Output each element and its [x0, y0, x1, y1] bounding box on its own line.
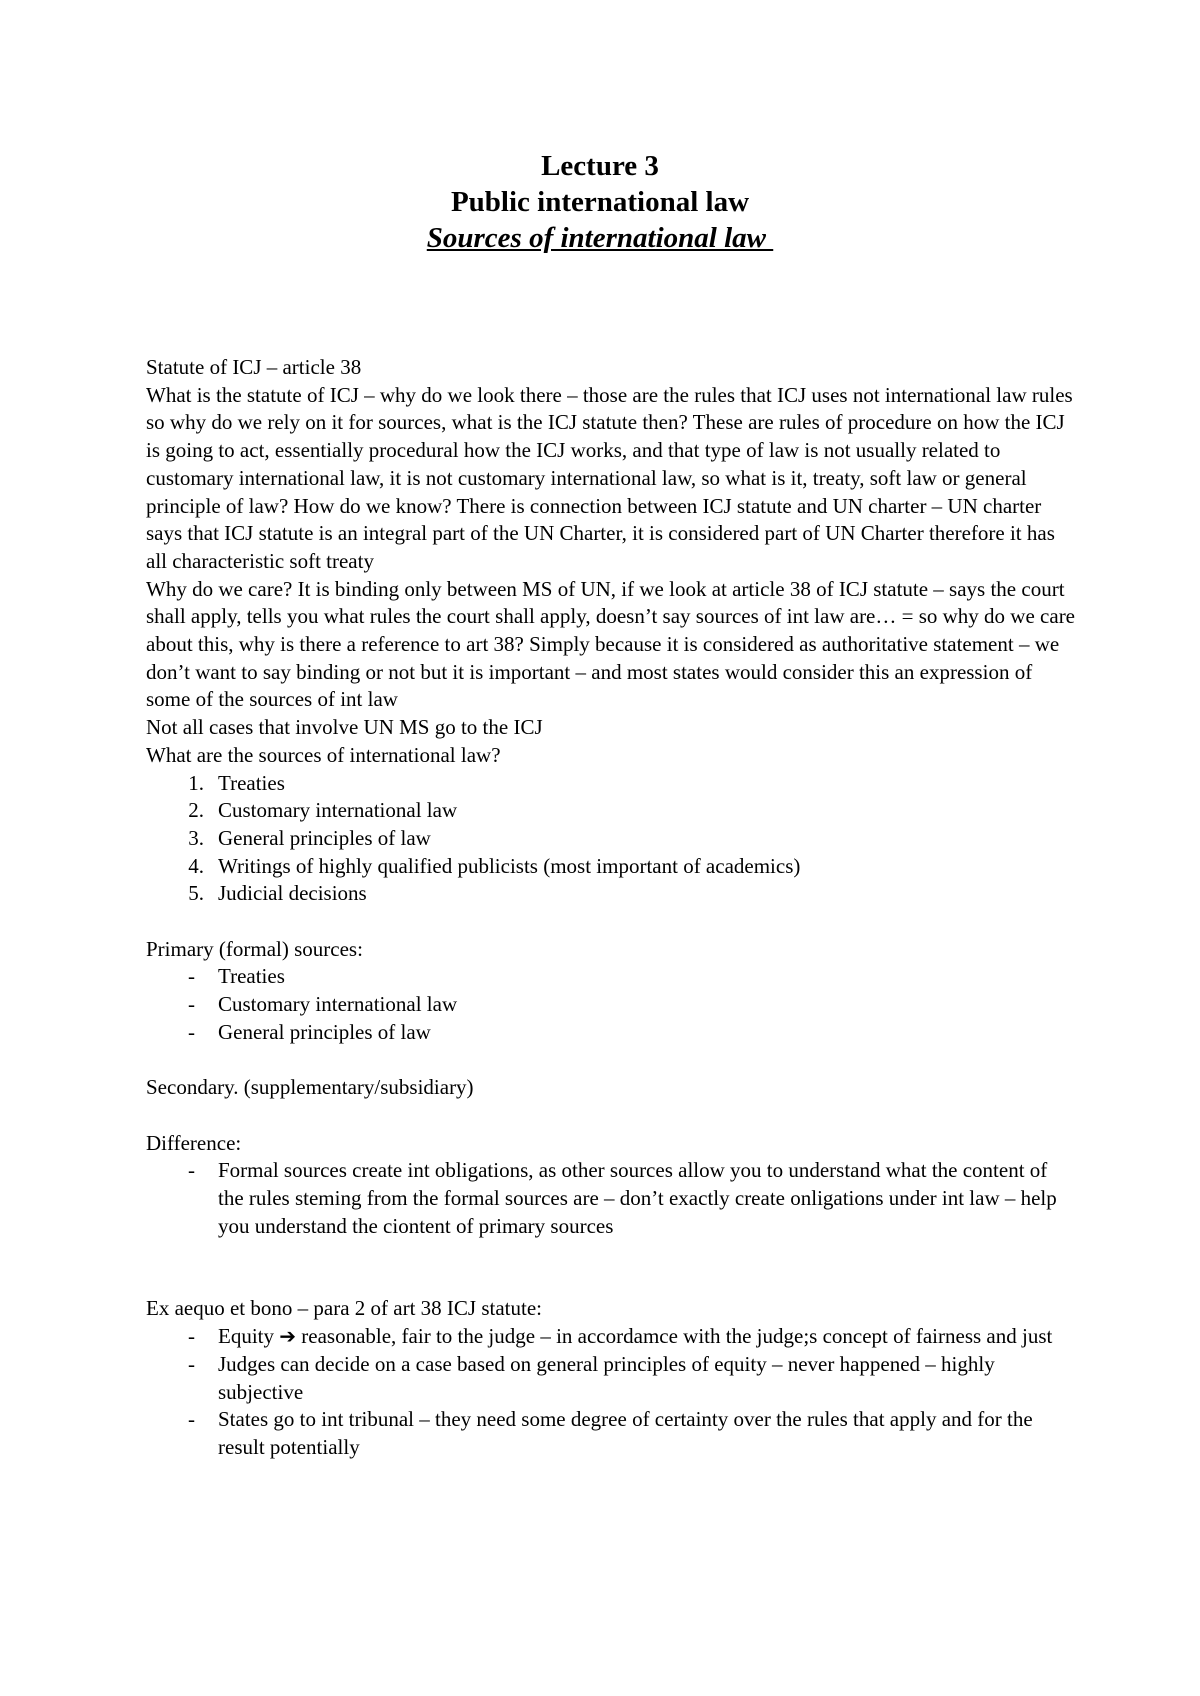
ex-aequo-list: [146, 1323, 1076, 1462]
paragraph-statute: What is the statute of ICJ – why do we look there – those are the rules that ICJ uses not international law rules so why do we rely on it for sources, what is the ICJ statute then? These are rules of procedure on how the ICJ is going to act, essentially procedural how the ICJ works, and that type of law is not usually related to customary international law, it is not customary international law, so what is it, treaty, soft law or general principle of law? How do we know? There is connection between ICJ statute and UN charter – UN charter says that ICJ statute is an integral part of the UN Charter, it is considered part of UN Charter therefore it has all characteristic soft treaty: [146, 382, 1073, 573]
course-title: Public international law: [450, 186, 750, 218]
list-item-text: Judicial decisions: [218, 881, 367, 906]
list-number: 2.: [188, 798, 204, 823]
blank-line: [146, 1047, 1076, 1075]
dash-bullet: -: [188, 992, 195, 1017]
list-item-text: Judges can decide on a case based on general principles of equity – never happened – highly subjective: [218, 1351, 995, 1404]
primary-sources-list: [146, 963, 1076, 1046]
blank-line: [146, 908, 1076, 936]
right-arrow-icon: ➔: [279, 1324, 297, 1349]
blank-line: [146, 1102, 1076, 1130]
list-item-text: Customary international law: [218, 992, 458, 1017]
list-item-text: General principles of law: [218, 825, 431, 850]
dash-bullet: -: [188, 964, 195, 989]
lecture-number: Lecture 3: [541, 150, 659, 182]
section-heading-difference: Difference:: [146, 1130, 242, 1155]
dash-bullet: -: [188, 1019, 195, 1044]
list-item-text: General principles of law: [218, 1019, 431, 1044]
sources-list: [146, 770, 1076, 909]
blank-line: [146, 1240, 1076, 1295]
paragraph-sources-question: What are the sources of international law?: [146, 742, 501, 767]
list-item: [146, 797, 1076, 825]
dash-bullet: -: [188, 1158, 195, 1183]
list-item-text: Treaties: [218, 770, 285, 795]
section-heading-secondary: Secondary. (supplementary/subsidiary): [146, 1075, 474, 1100]
dash-bullet: -: [188, 1324, 195, 1349]
document-body: [146, 354, 1076, 1462]
topic-title: Sources of international law: [426, 222, 774, 254]
list-item-text: Formal sources create int obligations, as other sources allow you to understand what the content of the rules steming from the formal sources are – don’t exactly create onligations under int law – help you understand the ciontent of primary sources: [218, 1158, 1057, 1238]
list-item: [146, 1406, 1076, 1461]
dash-bullet: -: [188, 1351, 195, 1376]
list-number: 4.: [188, 853, 204, 878]
list-number: 3.: [188, 825, 204, 850]
list-item: [146, 1019, 1076, 1047]
list-item: [146, 1351, 1076, 1406]
list-item-text: Writings of highly qualified publicists (most important of academics): [218, 853, 801, 878]
section-heading-primary: Primary (formal) sources:: [146, 936, 363, 961]
list-item: [146, 770, 1076, 798]
section-heading-statute: Statute of ICJ – article 38: [146, 355, 362, 379]
list-number: 5.: [188, 881, 204, 906]
difference-list: [146, 1157, 1076, 1240]
list-item-text: Treaties: [218, 964, 285, 989]
list-item: [146, 1323, 1076, 1351]
list-number: 1.: [188, 770, 204, 795]
list-item: [146, 963, 1076, 991]
equity-text: Equity: [218, 1324, 280, 1349]
section-heading-ex-aequo: Ex aequo et bono – para 2 of art 38 ICJ statute:: [146, 1296, 542, 1321]
list-item-text: States go to int tribunal – they need some degree of certainty over the rules that apply and for the result potentially: [218, 1407, 1033, 1459]
equity-definition-text: reasonable, fair to the judge – in accordamce with the judge;s concept of fairness and just: [296, 1324, 1053, 1349]
paragraph-not-all-cases: Not all cases that involve UN MS go to the ICJ: [146, 715, 543, 740]
list-item-text: [218, 1323, 1076, 1351]
list-item-text: Customary international law: [218, 798, 458, 823]
dash-bullet: -: [188, 1407, 195, 1432]
list-item: [146, 1157, 1076, 1240]
title-block: [0, 148, 1200, 256]
list-item: [146, 853, 1076, 881]
paragraph-why-care: Why do we care? It is binding only between MS of UN, if we look at article 38 of ICJ statute – says the court shall apply, tells you what rules the court shall apply, doesn’t say sources of int law are… = so why do we care about this, why is there a reference to art 38? Simply because it is considered as authoritative statement – we don’t want to say binding or not but it is important – and most states would consider this an expression of some of the sources of int law: [146, 576, 1076, 712]
list-item: [146, 991, 1076, 1019]
list-item: [146, 880, 1076, 908]
list-item: [146, 825, 1076, 853]
